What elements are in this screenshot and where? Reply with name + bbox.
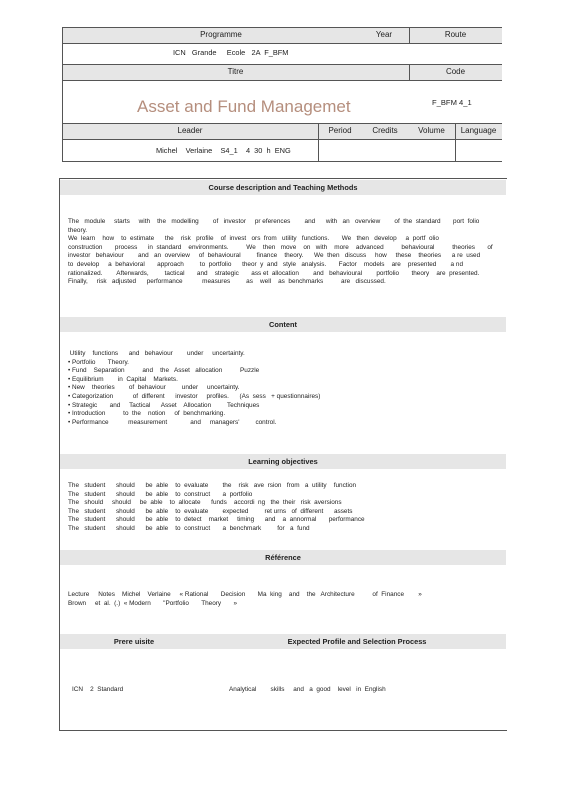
header-rule	[62, 64, 502, 65]
description-title: Course description and Teaching Methods	[60, 180, 506, 195]
header-rule	[318, 123, 319, 162]
profile-value: Analytical skills and a good level in English	[229, 686, 386, 693]
language-label: Language	[460, 126, 497, 135]
text-line: rationalized. Afterwards, tactical and strategic ass et allocation and behavioural portfolio theory are presented.	[68, 269, 480, 277]
header-rule	[62, 80, 502, 81]
header-rule	[62, 27, 502, 28]
course-title: Asset and Fund Managemet	[137, 97, 351, 116]
text-line: Finally, risk adjusted performance measures as well as benchmarks are discussed.	[68, 278, 386, 286]
code-label: Code	[445, 67, 466, 76]
list-item: • Introduction to the notion of benchmarking.	[68, 410, 226, 418]
list-item: The student should be able to construct a benchmark for a fund	[68, 524, 310, 532]
objectives-title: Learning objectives	[60, 454, 506, 469]
header-rule	[455, 123, 456, 162]
list-item: The student should be able to construct a portfolio	[68, 490, 253, 498]
volume-label: Volume	[418, 126, 445, 135]
leader-label: Leader	[177, 126, 203, 135]
text-line: theory.	[68, 226, 88, 234]
text-line: to develop a behavioral approach to portfolio theor y and style analysis. Factor models are presented a nd	[68, 260, 463, 268]
list-item: • Portfolio Theory.	[68, 358, 129, 366]
header-rule	[62, 123, 502, 124]
profile-title: Expected Profile and Selection Process	[287, 637, 427, 646]
list-item: • Strategic and Tactical Asset Allocation Techniques	[68, 401, 260, 409]
header-rule	[62, 43, 502, 44]
credits-label: Credits	[372, 126, 398, 135]
text-line: investor behaviour and an overview of behavioural finance theory. We then discuss how these theories a re used	[68, 252, 481, 260]
content-title: Content	[60, 317, 506, 332]
header-rule	[409, 64, 410, 81]
reference-title: Référence	[60, 550, 506, 565]
text-line: We learn how to estimate the risk profile of invest ors from utility functions. We then develop a portf olio	[68, 235, 439, 243]
list-item: Utility functions and behaviour under uncertainty.	[68, 350, 245, 357]
objectives-list	[68, 482, 365, 534]
description-text	[68, 218, 493, 287]
list-item: The student should be able to detect market timing and a annormal performance	[68, 516, 365, 524]
period-label: Period	[328, 126, 352, 135]
list-item: • Fund Separation and the Asset allocation Puzzle	[68, 367, 260, 375]
header-rule	[62, 161, 502, 162]
list-item: • Categorization of different investor profiles. (As sess + questionnaires)	[68, 392, 321, 400]
body-rule	[59, 730, 507, 731]
programme-value: ICN Grande Ecole 2A F_BFM	[173, 48, 289, 57]
leader-value: Michel Verlaine S4_1 4 30 h ENG	[156, 146, 291, 155]
header-rule	[409, 27, 410, 44]
header-rule	[62, 27, 63, 162]
title-label: Titre	[227, 67, 244, 76]
route-label: Route	[444, 30, 467, 39]
programme-label: Programme	[200, 30, 242, 39]
list-item: The student should be able to evaluate the risk ave rsion from a utility function	[68, 482, 357, 489]
list-item: • New theories of behaviour under uncertainty.	[68, 384, 240, 392]
text-line: The module starts with the modelling of investor pr eferences and with an overview of the standard port folio	[68, 218, 480, 225]
header-rule	[62, 139, 502, 140]
list-item: • Performance measurement and managers' control.	[68, 418, 277, 426]
list-item: Brown et al. (.) « Modern "Portfolio Theory »	[68, 599, 238, 607]
list-item: Lecture Notes Michel Verlaine « Rational Decision Ma king and the Architecture of Finance »	[68, 591, 422, 598]
text-line: construction process in standard environments. We then move on with more advanced behavioural theories of	[68, 243, 493, 251]
list-item: • Equilibrium in Capital Markets.	[68, 375, 178, 383]
prerequisite-value: ICN 2 Standard	[72, 686, 124, 693]
content-list	[68, 350, 320, 427]
reference-list	[68, 591, 422, 608]
list-item: The student should be able to evaluate expected ret urns of different assets	[68, 507, 353, 515]
body-rule	[59, 178, 507, 179]
prerequisite-title: Prere uisite	[113, 637, 155, 646]
list-item: The should should be able to allocate funds accordi ng the their risk aversions	[68, 499, 342, 507]
year-label: Year	[375, 30, 393, 39]
course-code: F_BFM 4_1	[432, 98, 472, 107]
